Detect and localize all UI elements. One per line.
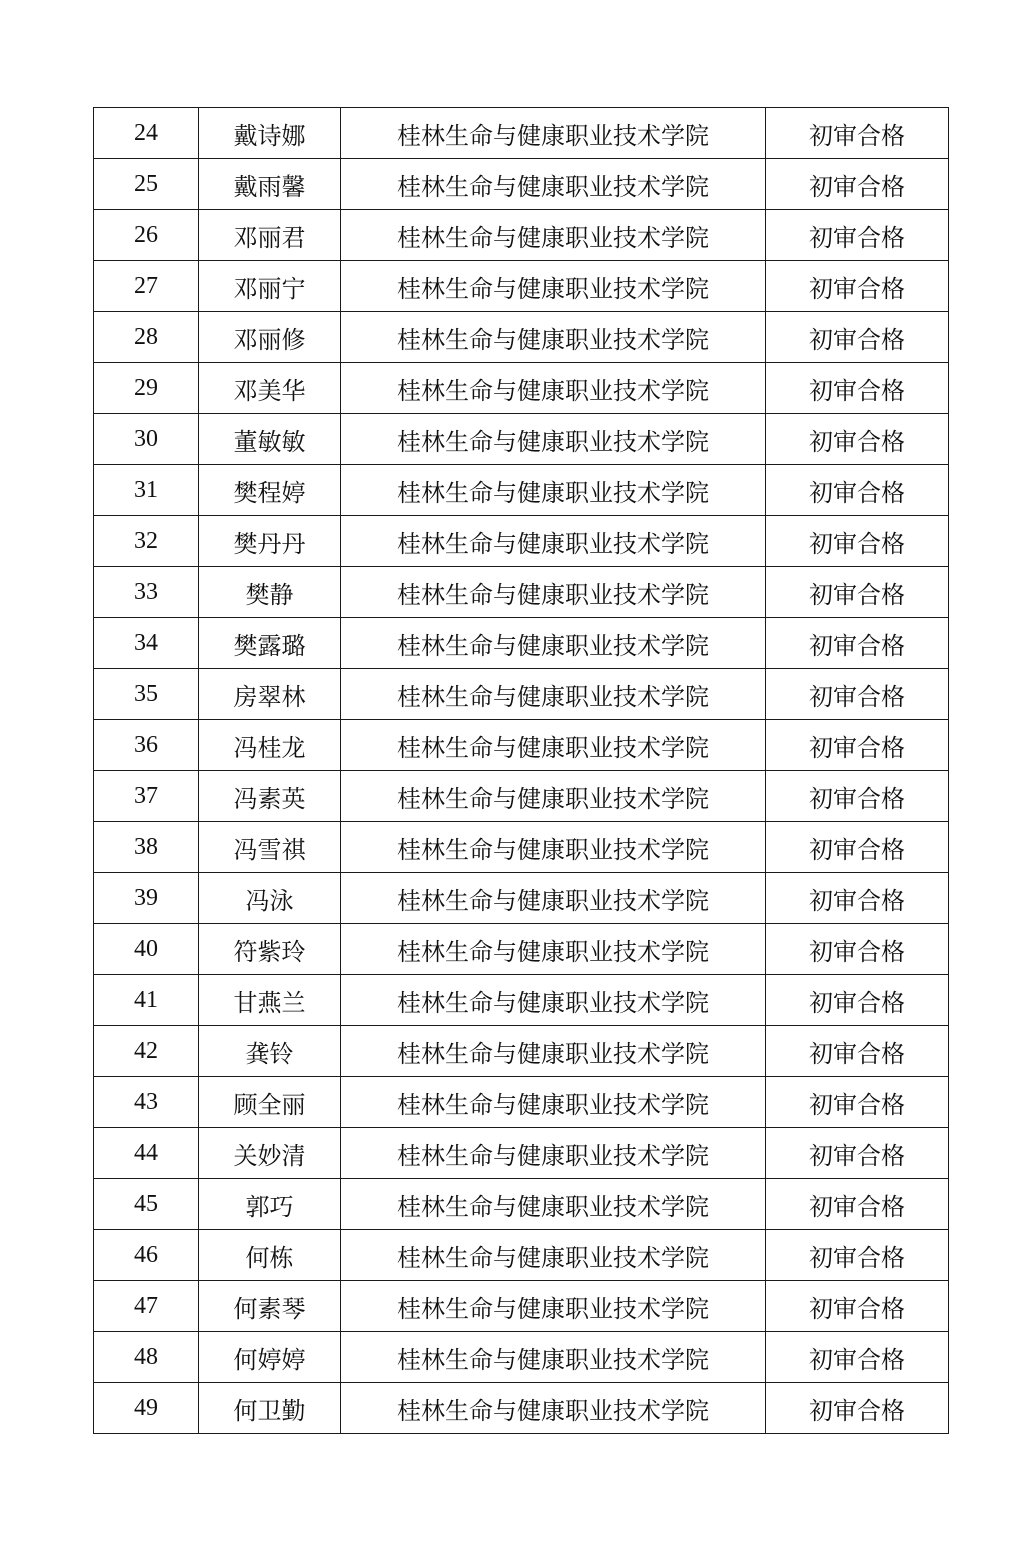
school-name: 桂林生命与健康职业技术学院 bbox=[341, 1383, 766, 1434]
table-row bbox=[94, 1281, 949, 1332]
table-row bbox=[94, 720, 949, 771]
school-name: 桂林生命与健康职业技术学院 bbox=[341, 516, 766, 567]
school-name: 桂林生命与健康职业技术学院 bbox=[341, 312, 766, 363]
table-row bbox=[94, 1230, 949, 1281]
review-status: 初审合格 bbox=[766, 618, 949, 669]
table-row bbox=[94, 873, 949, 924]
table-row bbox=[94, 312, 949, 363]
row-number: 39 bbox=[94, 873, 199, 924]
table-row bbox=[94, 924, 949, 975]
school-name: 桂林生命与健康职业技术学院 bbox=[341, 1230, 766, 1281]
student-name: 郭巧 bbox=[199, 1179, 341, 1230]
table-row bbox=[94, 363, 949, 414]
school-name: 桂林生命与健康职业技术学院 bbox=[341, 363, 766, 414]
student-name: 樊丹丹 bbox=[199, 516, 341, 567]
row-number: 27 bbox=[94, 261, 199, 312]
student-name: 何婷婷 bbox=[199, 1332, 341, 1383]
review-status: 初审合格 bbox=[766, 1281, 949, 1332]
row-number: 25 bbox=[94, 159, 199, 210]
table-row bbox=[94, 210, 949, 261]
row-number: 37 bbox=[94, 771, 199, 822]
student-name: 戴雨馨 bbox=[199, 159, 341, 210]
review-status: 初审合格 bbox=[766, 567, 949, 618]
school-name: 桂林生命与健康职业技术学院 bbox=[341, 108, 766, 159]
row-number: 26 bbox=[94, 210, 199, 261]
row-number: 48 bbox=[94, 1332, 199, 1383]
student-name: 何栋 bbox=[199, 1230, 341, 1281]
school-name: 桂林生命与健康职业技术学院 bbox=[341, 261, 766, 312]
student-name: 冯雪祺 bbox=[199, 822, 341, 873]
row-number: 46 bbox=[94, 1230, 199, 1281]
review-status: 初审合格 bbox=[766, 108, 949, 159]
review-status: 初审合格 bbox=[766, 363, 949, 414]
table-row bbox=[94, 1179, 949, 1230]
student-name: 冯素英 bbox=[199, 771, 341, 822]
review-status: 初审合格 bbox=[766, 414, 949, 465]
review-status: 初审合格 bbox=[766, 924, 949, 975]
school-name: 桂林生命与健康职业技术学院 bbox=[341, 414, 766, 465]
school-name: 桂林生命与健康职业技术学院 bbox=[341, 1077, 766, 1128]
row-number: 43 bbox=[94, 1077, 199, 1128]
review-status: 初审合格 bbox=[766, 1383, 949, 1434]
row-number: 34 bbox=[94, 618, 199, 669]
row-number: 31 bbox=[94, 465, 199, 516]
review-status: 初审合格 bbox=[766, 210, 949, 261]
table-row bbox=[94, 1383, 949, 1434]
table-row bbox=[94, 1026, 949, 1077]
roster-table-body bbox=[94, 108, 949, 1434]
school-name: 桂林生命与健康职业技术学院 bbox=[341, 720, 766, 771]
school-name: 桂林生命与健康职业技术学院 bbox=[341, 1026, 766, 1077]
review-status: 初审合格 bbox=[766, 771, 949, 822]
student-name: 樊露璐 bbox=[199, 618, 341, 669]
table-row bbox=[94, 1077, 949, 1128]
student-name: 冯桂龙 bbox=[199, 720, 341, 771]
student-name: 邓丽君 bbox=[199, 210, 341, 261]
row-number: 36 bbox=[94, 720, 199, 771]
school-name: 桂林生命与健康职业技术学院 bbox=[341, 822, 766, 873]
review-status: 初审合格 bbox=[766, 1179, 949, 1230]
table-row bbox=[94, 516, 949, 567]
school-name: 桂林生命与健康职业技术学院 bbox=[341, 567, 766, 618]
review-status: 初审合格 bbox=[766, 1077, 949, 1128]
review-status: 初审合格 bbox=[766, 1026, 949, 1077]
review-status: 初审合格 bbox=[766, 822, 949, 873]
student-name: 符紫玲 bbox=[199, 924, 341, 975]
school-name: 桂林生命与健康职业技术学院 bbox=[341, 975, 766, 1026]
table-row bbox=[94, 108, 949, 159]
table-row bbox=[94, 261, 949, 312]
row-number: 28 bbox=[94, 312, 199, 363]
school-name: 桂林生命与健康职业技术学院 bbox=[341, 1179, 766, 1230]
table-row bbox=[94, 1332, 949, 1383]
row-number: 24 bbox=[94, 108, 199, 159]
school-name: 桂林生命与健康职业技术学院 bbox=[341, 210, 766, 261]
review-status: 初审合格 bbox=[766, 1332, 949, 1383]
student-name: 龚铃 bbox=[199, 1026, 341, 1077]
student-name: 邓丽修 bbox=[199, 312, 341, 363]
row-number: 44 bbox=[94, 1128, 199, 1179]
review-status: 初审合格 bbox=[766, 516, 949, 567]
row-number: 29 bbox=[94, 363, 199, 414]
table-row bbox=[94, 771, 949, 822]
school-name: 桂林生命与健康职业技术学院 bbox=[341, 618, 766, 669]
student-name: 戴诗娜 bbox=[199, 108, 341, 159]
row-number: 40 bbox=[94, 924, 199, 975]
student-name: 房翠林 bbox=[199, 669, 341, 720]
table-row bbox=[94, 414, 949, 465]
student-name: 邓丽宁 bbox=[199, 261, 341, 312]
review-status: 初审合格 bbox=[766, 465, 949, 516]
review-status: 初审合格 bbox=[766, 720, 949, 771]
school-name: 桂林生命与健康职业技术学院 bbox=[341, 771, 766, 822]
table-row bbox=[94, 822, 949, 873]
student-name: 何卫勤 bbox=[199, 1383, 341, 1434]
school-name: 桂林生命与健康职业技术学院 bbox=[341, 669, 766, 720]
table-row bbox=[94, 465, 949, 516]
row-number: 42 bbox=[94, 1026, 199, 1077]
student-name: 邓美华 bbox=[199, 363, 341, 414]
school-name: 桂林生命与健康职业技术学院 bbox=[341, 924, 766, 975]
student-name: 何素琴 bbox=[199, 1281, 341, 1332]
student-name: 甘燕兰 bbox=[199, 975, 341, 1026]
student-name: 冯泳 bbox=[199, 873, 341, 924]
table-row bbox=[94, 618, 949, 669]
school-name: 桂林生命与健康职业技术学院 bbox=[341, 1128, 766, 1179]
row-number: 32 bbox=[94, 516, 199, 567]
row-number: 33 bbox=[94, 567, 199, 618]
school-name: 桂林生命与健康职业技术学院 bbox=[341, 873, 766, 924]
row-number: 49 bbox=[94, 1383, 199, 1434]
row-number: 30 bbox=[94, 414, 199, 465]
school-name: 桂林生命与健康职业技术学院 bbox=[341, 1281, 766, 1332]
school-name: 桂林生命与健康职业技术学院 bbox=[341, 465, 766, 516]
row-number: 41 bbox=[94, 975, 199, 1026]
review-status: 初审合格 bbox=[766, 312, 949, 363]
student-name: 董敏敏 bbox=[199, 414, 341, 465]
review-status: 初审合格 bbox=[766, 1128, 949, 1179]
student-name: 关妙清 bbox=[199, 1128, 341, 1179]
school-name: 桂林生命与健康职业技术学院 bbox=[341, 159, 766, 210]
table-row bbox=[94, 159, 949, 210]
table-row bbox=[94, 1128, 949, 1179]
review-status: 初审合格 bbox=[766, 261, 949, 312]
student-name: 樊程婷 bbox=[199, 465, 341, 516]
student-name: 顾全丽 bbox=[199, 1077, 341, 1128]
review-status: 初审合格 bbox=[766, 669, 949, 720]
review-status: 初审合格 bbox=[766, 873, 949, 924]
row-number: 45 bbox=[94, 1179, 199, 1230]
review-status: 初审合格 bbox=[766, 975, 949, 1026]
review-status: 初审合格 bbox=[766, 159, 949, 210]
table-row bbox=[94, 669, 949, 720]
student-name: 樊静 bbox=[199, 567, 341, 618]
row-number: 47 bbox=[94, 1281, 199, 1332]
row-number: 35 bbox=[94, 669, 199, 720]
row-number: 38 bbox=[94, 822, 199, 873]
table-row bbox=[94, 975, 949, 1026]
roster-table bbox=[93, 107, 949, 1434]
school-name: 桂林生命与健康职业技术学院 bbox=[341, 1332, 766, 1383]
table-row bbox=[94, 567, 949, 618]
review-status: 初审合格 bbox=[766, 1230, 949, 1281]
